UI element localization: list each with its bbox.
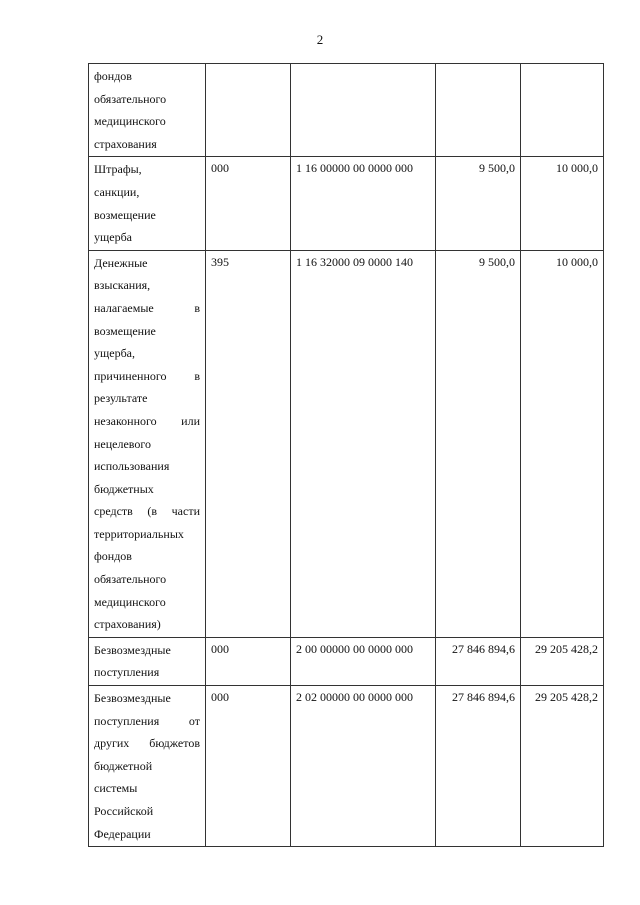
income-name-line: фондов bbox=[94, 549, 132, 564]
income-name-cell bbox=[89, 250, 206, 637]
table-row bbox=[89, 250, 604, 637]
income-name-word: (в bbox=[147, 504, 158, 519]
table-row bbox=[89, 686, 604, 847]
amount-year1-cell bbox=[436, 686, 521, 847]
income-name-line: бюджетных bbox=[94, 481, 154, 496]
amount-year1-cell bbox=[436, 64, 521, 157]
income-name-cell bbox=[89, 637, 206, 685]
amount-year2-cell-value: 10 000,0 bbox=[556, 161, 598, 176]
amount-year1-cell-value: 27 846 894,6 bbox=[452, 690, 515, 705]
revenue-table bbox=[88, 63, 604, 847]
revenue-table-body bbox=[89, 64, 604, 847]
amount-year1-cell-value: 9 500,0 bbox=[479, 254, 515, 269]
admin-code-cell-value: 000 bbox=[211, 161, 229, 176]
income-name-line: медицинского bbox=[94, 114, 166, 129]
income-name-word: налагаемые bbox=[94, 300, 154, 315]
income-name-word: или bbox=[181, 413, 200, 428]
income-name-word: в bbox=[194, 300, 200, 315]
kbk-code-cell bbox=[291, 157, 436, 250]
income-name-cell bbox=[89, 64, 206, 157]
income-name-line bbox=[94, 710, 200, 733]
income-name-line: Денежные bbox=[94, 255, 148, 270]
amount-year1-cell-value: 9 500,0 bbox=[479, 161, 515, 176]
income-name-line: нецелевого bbox=[94, 436, 152, 451]
amount-year2-cell-value: 29 205 428,2 bbox=[535, 641, 598, 656]
amount-year2-cell-value: 29 205 428,2 bbox=[535, 690, 598, 705]
kbk-code-cell bbox=[291, 64, 436, 157]
admin-code-cell-value: 395 bbox=[211, 254, 229, 269]
amount-year1-cell bbox=[436, 250, 521, 637]
income-name-line: Безвозмездные bbox=[94, 642, 171, 657]
income-name-word: бюджетов bbox=[149, 736, 200, 751]
amount-year2-cell-value: 10 000,0 bbox=[556, 254, 598, 269]
admin-code-cell bbox=[206, 157, 291, 250]
kbk-code-cell-value: 1 16 00000 00 0000 000 bbox=[296, 161, 413, 176]
income-name-word: других bbox=[94, 736, 130, 751]
table-row bbox=[89, 637, 604, 685]
income-name-line: Безвозмездные bbox=[94, 691, 171, 706]
income-name-line bbox=[94, 732, 200, 755]
income-name-line: возмещение bbox=[94, 323, 156, 338]
income-name-line: ущерба bbox=[94, 230, 132, 245]
income-name-line bbox=[94, 297, 200, 320]
income-name-line: страхования bbox=[94, 136, 157, 151]
income-name-line: ущерба, bbox=[94, 346, 135, 361]
income-name-line: страхования) bbox=[94, 617, 161, 632]
income-name-word: средств bbox=[94, 504, 133, 519]
income-name-word: от bbox=[188, 713, 200, 728]
amount-year1-cell bbox=[436, 157, 521, 250]
income-name-line: результате bbox=[94, 391, 148, 406]
income-name-line: медицинского bbox=[94, 594, 166, 609]
income-name-line bbox=[94, 365, 200, 388]
admin-code-cell bbox=[206, 64, 291, 157]
kbk-code-cell bbox=[291, 250, 436, 637]
kbk-code-cell-value: 1 16 32000 09 0000 140 bbox=[296, 254, 413, 269]
admin-code-cell bbox=[206, 686, 291, 847]
income-name-line: поступления bbox=[94, 665, 160, 680]
income-name-line: бюджетной bbox=[94, 758, 153, 773]
amount-year1-cell bbox=[436, 637, 521, 685]
income-name-word: части bbox=[171, 504, 200, 519]
income-name-line: системы bbox=[94, 781, 138, 796]
income-name-line: фондов bbox=[94, 69, 132, 83]
income-name-cell bbox=[89, 157, 206, 250]
page-number: 2 bbox=[316, 32, 324, 47]
admin-code-cell bbox=[206, 637, 291, 685]
income-name-word: поступления bbox=[94, 713, 160, 728]
income-name-line: обязательного bbox=[94, 572, 167, 587]
income-name-line: возмещение bbox=[94, 207, 156, 222]
amount-year2-cell bbox=[521, 157, 604, 250]
kbk-code-cell bbox=[291, 686, 436, 847]
table-row bbox=[89, 157, 604, 250]
income-name-line: Штрафы, bbox=[94, 162, 142, 177]
table-row bbox=[89, 64, 604, 157]
kbk-code-cell-value: 2 02 00000 00 0000 000 bbox=[296, 690, 413, 705]
kbk-code-cell bbox=[291, 637, 436, 685]
amount-year2-cell bbox=[521, 686, 604, 847]
income-name-line bbox=[94, 500, 200, 523]
income-name-line: санкции, bbox=[94, 184, 140, 199]
kbk-code-cell-value: 2 00 00000 00 0000 000 bbox=[296, 641, 413, 656]
amount-year2-cell bbox=[521, 637, 604, 685]
amount-year1-cell-value: 27 846 894,6 bbox=[452, 641, 515, 656]
income-name-line: Федерации bbox=[94, 826, 151, 841]
amount-year2-cell bbox=[521, 64, 604, 157]
income-name-line bbox=[94, 410, 200, 433]
admin-code-cell-value: 000 bbox=[211, 690, 229, 705]
income-name-line: использования bbox=[94, 459, 170, 474]
income-name-line: Российской bbox=[94, 804, 154, 818]
income-name-word: причиненного bbox=[94, 368, 167, 383]
income-name-line: территориальных bbox=[94, 526, 184, 541]
income-name-line: обязательного bbox=[94, 91, 167, 106]
amount-year2-cell bbox=[521, 250, 604, 637]
income-name-line: взыскания, bbox=[94, 278, 151, 293]
income-name-word: в bbox=[194, 368, 200, 383]
income-name-word: незаконного bbox=[94, 413, 157, 428]
admin-code-cell bbox=[206, 250, 291, 637]
admin-code-cell-value: 000 bbox=[211, 641, 229, 656]
income-name-cell bbox=[89, 686, 206, 847]
